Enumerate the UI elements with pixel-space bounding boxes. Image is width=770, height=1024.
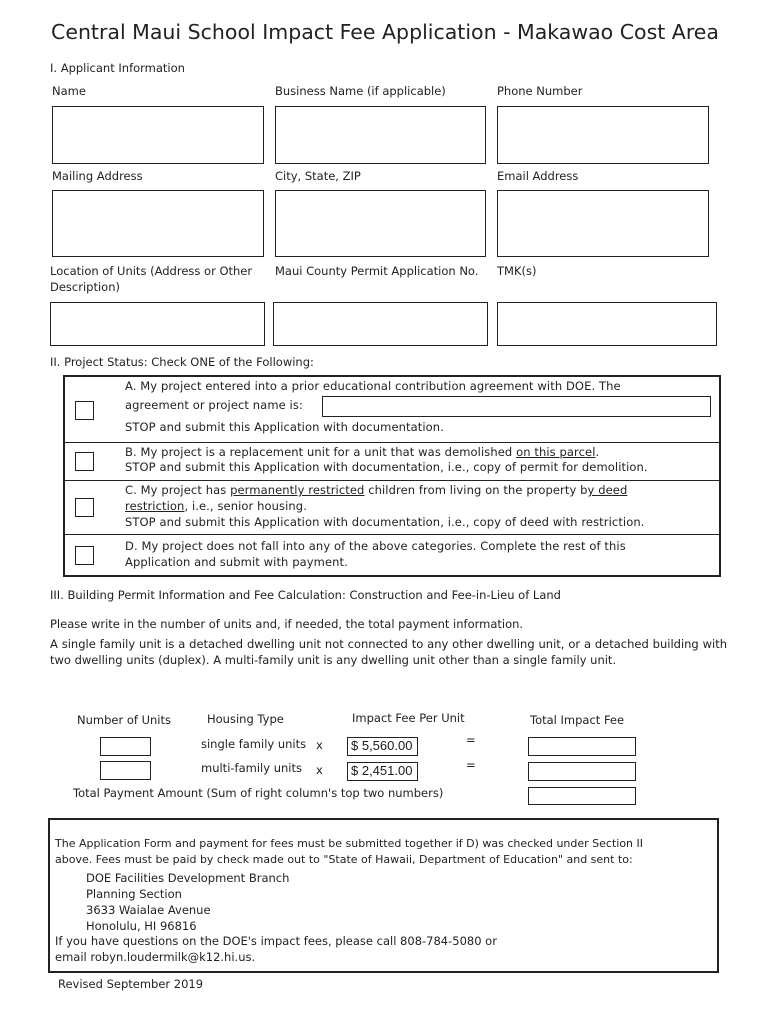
status-option-b: [65, 443, 719, 481]
email-label: Email Address: [497, 169, 579, 183]
section3-instruction: Please write in the number of units and, if needed, the total payment information.: [50, 617, 524, 631]
option-a-line2: agreement or project name is:: [125, 398, 303, 412]
checkbox-d[interactable]: [75, 546, 94, 565]
checkbox-a[interactable]: [75, 401, 94, 420]
form-title: Central Maui School Impact Fee Application - Makawao Cost Area: [51, 20, 719, 44]
location-label: Location of Units (Address or Other Description): [50, 264, 253, 294]
total-payment-label: Total Payment Amount (Sum of right column's top two numbers): [73, 786, 444, 800]
tmk-input[interactable]: [497, 302, 717, 346]
single-family-label: single family units: [201, 737, 307, 751]
address-line4: Honolulu, HI 96816: [86, 919, 197, 933]
project-status-table: [63, 375, 721, 577]
phone-label: Phone Number: [497, 84, 583, 98]
agreement-name-input[interactable]: [322, 396, 711, 417]
notice-line3: If you have questions on the DOE's impact fees, please call 808-784-5080 or: [55, 934, 497, 948]
multi-family-units-input[interactable]: [100, 761, 151, 780]
section2-heading: II. Project Status: Check ONE of the Following:: [50, 355, 314, 369]
email-input[interactable]: [497, 190, 709, 257]
status-option-c: [65, 481, 719, 535]
mailing-input[interactable]: [52, 190, 264, 257]
equals-sign: =: [466, 733, 476, 747]
option-b-line2: STOP and submit this Application with documentation, i.e., copy of permit for demolition.: [125, 460, 648, 474]
address-line2: Planning Section: [86, 887, 182, 901]
permit-label: Maui County Permit Application No.: [275, 264, 479, 278]
option-c-line3: STOP and submit this Application with documentation, i.e., copy of deed with restriction.: [125, 515, 645, 529]
col-type-header: Housing Type: [207, 712, 284, 726]
notice-line2: above. Fees must be paid by check made out to "State of Hawaii, Department of Education" and sent to:: [55, 853, 633, 866]
unit-definition: A single family unit is a detached dwelling unit not connected to any other dwelling unit, or a detached building with two dwelling units (duplex). A multi-family unit is any dwelling unit other than a single family unit.: [50, 637, 727, 667]
address-line1: DOE Facilities Development Branch: [86, 871, 290, 885]
address-line3: 3633 Waialae Avenue: [86, 903, 211, 917]
phone-input[interactable]: [497, 106, 709, 164]
city-input[interactable]: [275, 190, 486, 257]
option-d-line2: Application and submit with payment.: [125, 555, 348, 569]
multi-family-label: multi-family units: [201, 761, 302, 775]
tmk-label: TMK(s): [497, 264, 537, 278]
multi-family-fee: $ 2,451.00: [347, 762, 418, 781]
multiply-sign: x: [316, 763, 323, 777]
submission-notice: [48, 818, 719, 973]
single-family-total-input[interactable]: [528, 737, 636, 756]
col-fee-header: Impact Fee Per Unit: [352, 711, 465, 725]
checkbox-b[interactable]: [75, 452, 94, 471]
total-payment-input[interactable]: [528, 787, 636, 805]
multiply-sign: x: [316, 738, 323, 752]
multi-family-total-input[interactable]: [528, 762, 636, 781]
option-c-line1: C. My project has permanently restricted children from living on the property by deed: [125, 483, 628, 497]
notice-line1: The Application Form and payment for fees must be submitted together if D) was checked under Section II: [55, 837, 644, 850]
col-units-header: Number of Units: [77, 713, 171, 727]
status-option-a: [65, 377, 719, 443]
option-a-line3: STOP and submit this Application with documentation.: [125, 420, 444, 434]
name-label: Name: [52, 84, 86, 98]
option-d-line1: D. My project does not fall into any of the above categories. Complete the rest of this: [125, 539, 626, 553]
single-family-units-input[interactable]: [100, 737, 151, 756]
name-input[interactable]: [52, 106, 264, 164]
location-input[interactable]: [50, 302, 265, 346]
business-input[interactable]: [275, 106, 486, 164]
section1-heading: I. Applicant Information: [50, 61, 185, 75]
permit-input[interactable]: [273, 302, 488, 346]
option-a-line1: A. My project entered into a prior educational contribution agreement with DOE. The: [125, 379, 621, 393]
city-label: City, State, ZIP: [275, 169, 361, 183]
col-total-header: Total Impact Fee: [530, 713, 625, 727]
revision-date: Revised September 2019: [58, 977, 204, 991]
option-c-line2: restriction, i.e., senior housing.: [125, 499, 307, 513]
status-option-d: [65, 535, 719, 575]
equals-sign: =: [466, 758, 476, 772]
section3-heading: III. Building Permit Information and Fee Calculation: Construction and Fee-in-Lieu of Land: [50, 588, 561, 602]
business-label: Business Name (if applicable): [275, 84, 446, 98]
single-family-fee: $ 5,560.00: [347, 737, 418, 756]
notice-line4: email robyn.loudermilk@k12.hi.us.: [55, 950, 256, 964]
mailing-label: Mailing Address: [52, 169, 143, 183]
option-b-line1: B. My project is a replacement unit for a unit that was demolished on this parcel.: [125, 445, 600, 459]
checkbox-c[interactable]: [75, 498, 94, 517]
